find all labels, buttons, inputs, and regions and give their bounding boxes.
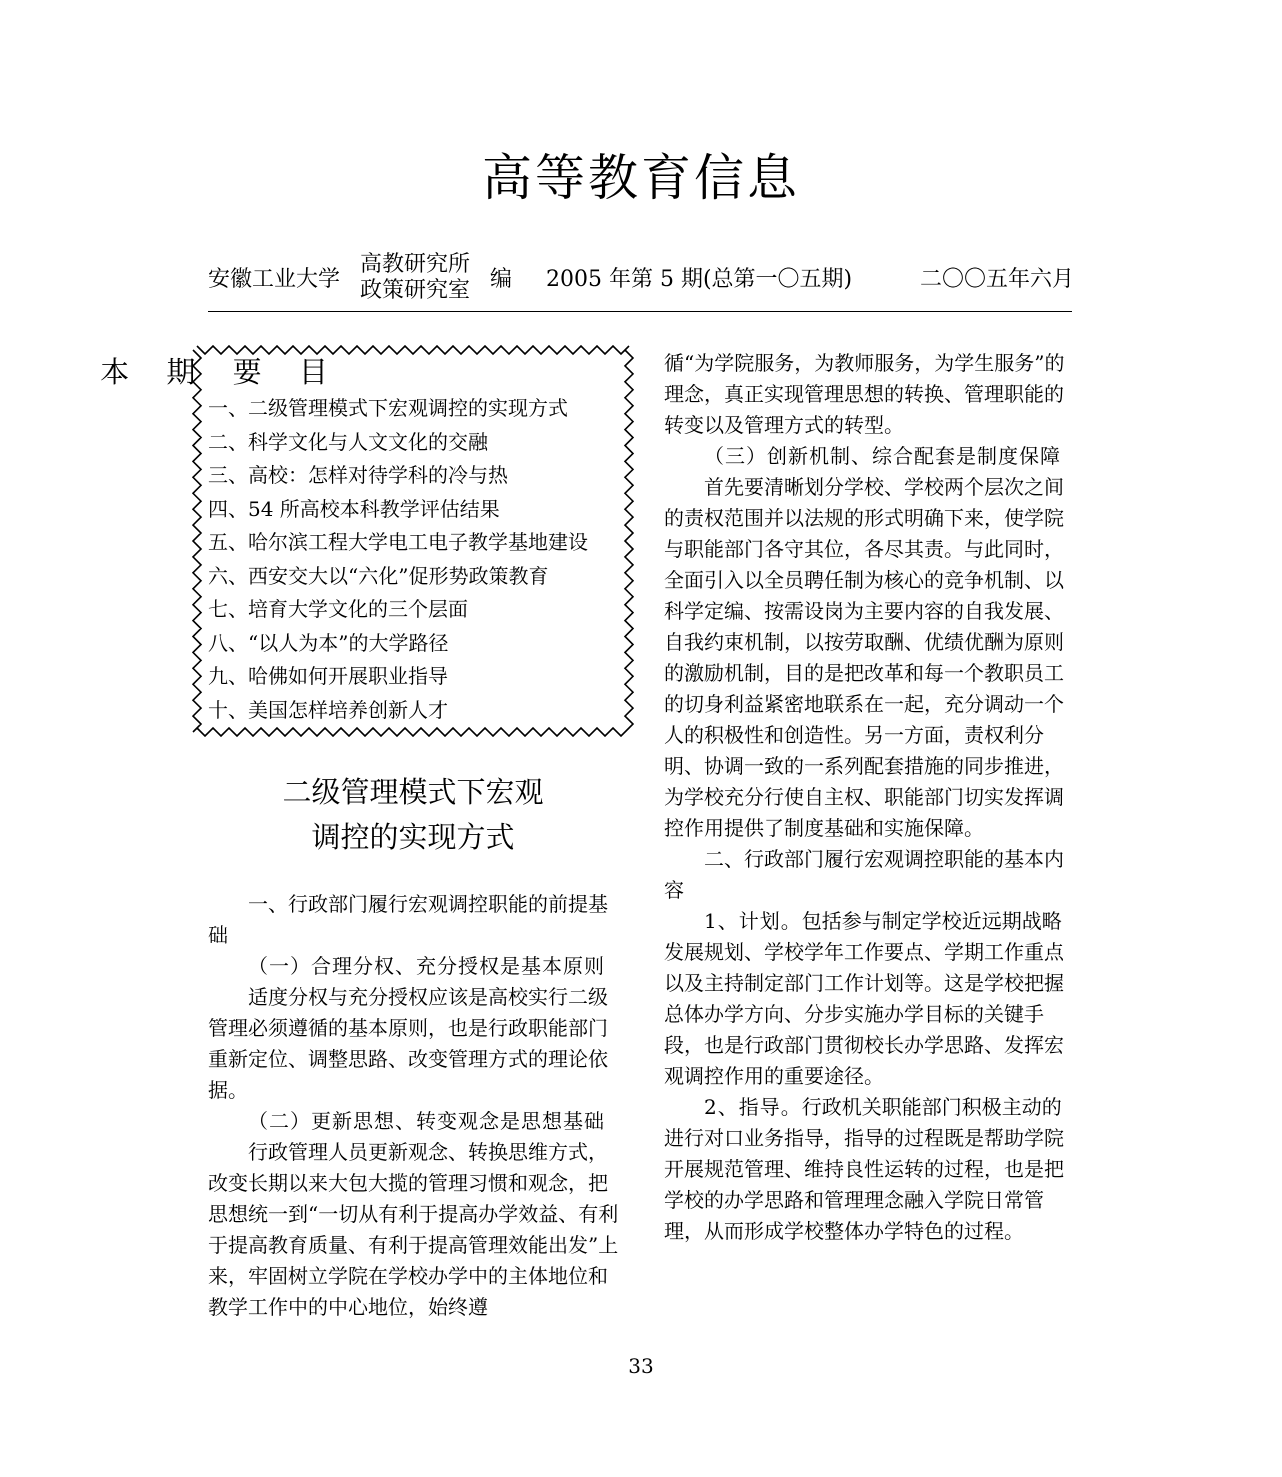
toc-item[interactable]: 八、“以人为本”的大学路径 [208, 630, 449, 655]
paragraph-guidance [664, 1092, 1076, 1247]
toc-item[interactable]: 二、科学文化与人文文化的交融 [208, 429, 488, 454]
toc-item[interactable]: 四、54 所高校本科教学评估结果 [208, 496, 500, 521]
article-title-line-2: 调控的实现方式 [311, 820, 515, 854]
toc-item[interactable]: 七、培育大学文化的三个层面 [208, 597, 468, 621]
guidance-text: 行政机关职能部门积极主动的进行对口业务指导，指导的过程既是帮助学院开展规范管理、维持良性运转的过程，也是把学校的办学思路和管理理念融入学院日常管理，从而形成学校整体办学特色的过程。 [664, 1095, 1064, 1243]
masthead-dept-1: 高教研究所 [360, 252, 471, 277]
masthead-editor-mark: 编 [490, 267, 513, 292]
masthead-institution: 安徽工业大学 [208, 267, 341, 292]
publication-title: 高等教育信息 [482, 149, 800, 207]
paragraph-1: 适度分权与充分授权应该是高校实行二级管理必须遵循的基本原则，也是行政职能部门重新定位、调整思路、改变管理方式的理论依据。 [208, 985, 608, 1102]
toc-item[interactable]: 六、西安交大以“六化”促形势政策教育 [208, 563, 549, 588]
paragraph-3: 首先要清晰划分学校、学校两个层次之间的责权范围并以法规的形式明确下来，使学院与职能部门各守其位，各尽其责。与此同时，全面引入以全员聘任制为核心的竞争机制、以科学定编、按需设岗为主要内容的自我发展、自我约束机制，以按劳取酬、优绩优酬为原则的激励机制，目的是把改革和每一个教职员工的切身利益紧密地联系在一起，充分调动一个人的积极性和创造性。另一方面，责权利分明、协调一致的一系列配套措施的同步推进，为学校充分行使自主权、职能部门切实发挥调控作用提供了制度基础和实施保障。 [664, 475, 1064, 840]
toc-item[interactable]: 九、哈佛如何开展职业指导 [208, 664, 448, 688]
article-title [192, 770, 634, 860]
plan-text: 包括参与制定学校近远期战略发展规划、学校学年工作要点、学期工作重点以及主持制定部门工作计划等。这是学校把握总体办学方向、分步实施办学目标的关键手段，也是行政部门贯彻校长办学思路、发挥宏观调控作用的重要途径。 [664, 909, 1064, 1088]
article-title-line-1: 二级管理模式下宏观 [282, 775, 544, 809]
toc-item[interactable]: 五、哈尔滨工程大学电工电子教学基地建设 [208, 530, 588, 554]
toc-item[interactable]: 一、二级管理模式下宏观调控的实现方式 [208, 396, 568, 420]
right-column [664, 348, 1076, 1247]
section-heading-1: 一、行政部门履行宏观调控职能的前提基础 [208, 892, 608, 947]
masthead-departments [360, 252, 470, 304]
section-heading-2: 二、行政部门履行宏观调控职能的基本内容 [664, 847, 1064, 902]
page-number: 33 [628, 1354, 654, 1378]
masthead-dept-2: 政策研究室 [360, 278, 471, 303]
subsection-heading-3: （三）创新机制、综合配套是制度保障 [704, 444, 1061, 468]
left-column [208, 889, 620, 1323]
masthead [208, 250, 1074, 308]
paragraph-plan [664, 906, 1076, 1092]
masthead-date: 二〇〇五年六月 [919, 267, 1074, 292]
toc-list [208, 392, 588, 727]
paragraph-2: 行政管理人员更新观念、转换思维方式，改变长期以来大包大揽的管理习惯和观念，把思想统一到“一切从有利于提高办学效益、有利于提高教育质量、有利于提高管理效能出发”上来，牢固树立学院在学校办学中的主体地位和教学工作中的中心地位，始终遵 [208, 1140, 619, 1319]
masthead-issue: 2005 年第 5 期(总第一〇五期) [546, 267, 853, 292]
toc-item[interactable]: 三、高校：怎样对待学科的冷与热 [208, 463, 508, 487]
plan-lead: 1、计划。 [704, 909, 802, 933]
paragraph-continued: 循“为学院服务，为教师服务，为学生服务”的理念，真正实现管理思想的转换、管理职能的转变以及管理方式的转型。 [664, 351, 1065, 437]
subsection-heading-1: （一）合理分权、充分授权是基本原则 [248, 954, 605, 978]
masthead-rule [208, 311, 1072, 312]
guidance-lead: 2、指导。 [704, 1095, 802, 1119]
toc-item[interactable]: 十、美国怎样培养创新人才 [208, 697, 448, 722]
subsection-heading-2: （二）更新思想、转变观念是思想基础 [248, 1109, 605, 1133]
toc-heading: 本 期 要 目 [100, 355, 342, 389]
